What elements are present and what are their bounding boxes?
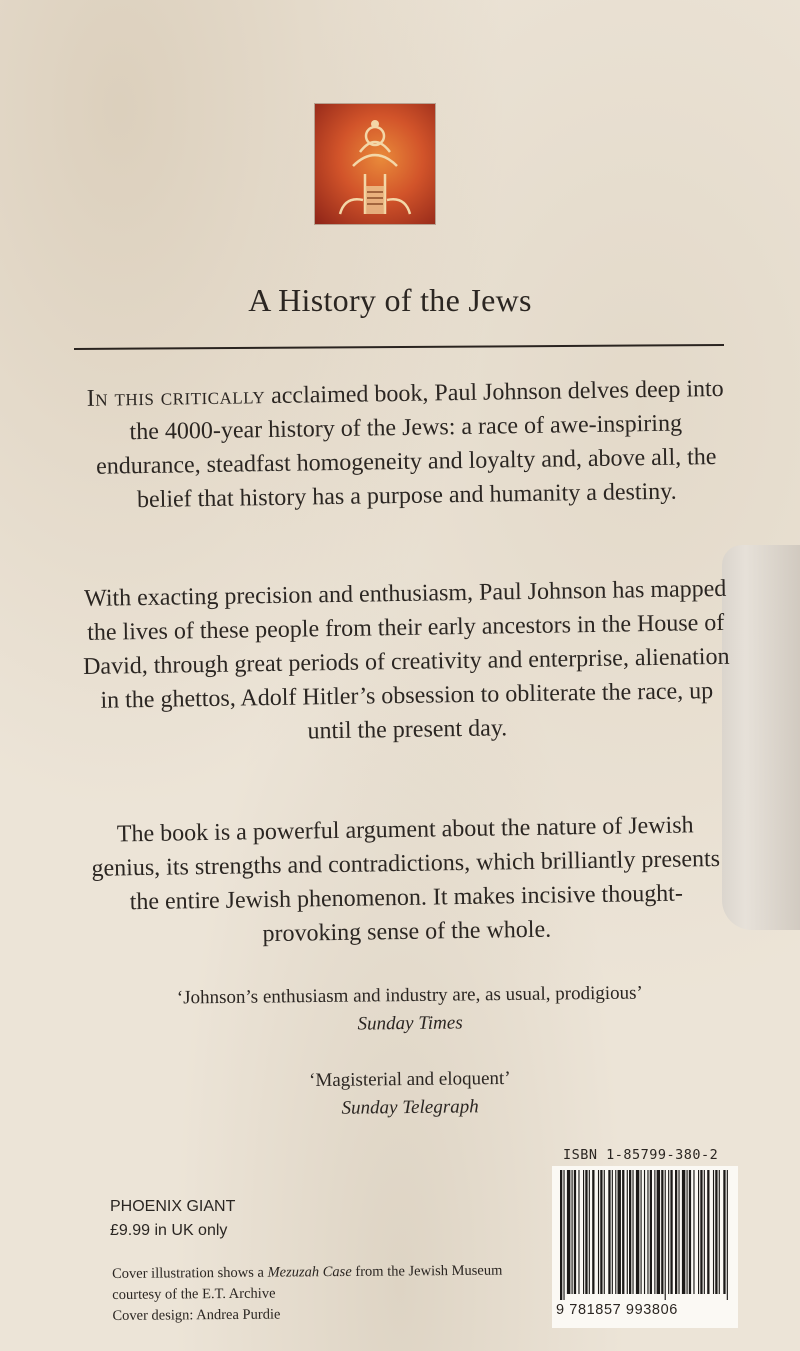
barcode-bar — [618, 1170, 621, 1294]
barcode-bar — [560, 1170, 562, 1300]
barcode-bar — [719, 1170, 720, 1294]
barcode — [552, 1166, 738, 1328]
barcode-bars — [556, 1170, 734, 1300]
barcode-bar — [715, 1170, 717, 1294]
mezuzah-case-icon — [315, 104, 435, 224]
barcode-bar — [574, 1170, 576, 1294]
barcode-bar — [665, 1170, 666, 1300]
barcode-bar — [689, 1170, 691, 1294]
barcode-bar — [704, 1170, 705, 1294]
illustration-credit — [112, 1260, 532, 1306]
barcode-bar — [600, 1170, 602, 1294]
barcode-bar — [612, 1170, 613, 1294]
credit-text: Cover illustration shows a — [112, 1264, 268, 1282]
barcode-bar — [707, 1170, 709, 1294]
barcode-bar — [675, 1170, 677, 1294]
barcode-bar — [644, 1170, 645, 1294]
publisher-imprint: PHOENIX GIANT — [110, 1198, 236, 1215]
review-text: ‘Johnson’s enthusiasm and industry are, as usual, prodigious’ — [176, 982, 643, 1009]
barcode-bar — [698, 1170, 699, 1294]
credit-text: from the Jewish Museum courtesy of the E.T. Archive — [112, 1262, 503, 1303]
barcode-bar — [604, 1170, 605, 1294]
barcode-bar — [608, 1170, 610, 1294]
publisher-block — [110, 1195, 235, 1243]
price-label: £9.99 in UK only — [110, 1222, 228, 1239]
description-paragraph-2: With exacting precision and enthusiasm, Paul Johnson has mapped the lives of these people from their early ancestors in the House of David, through great periods of creativity and enterprise, alienation in the ghettos, Adolf Hitler’s obsession to obliterate the race, up until the present day. — [82, 575, 730, 745]
barcode-bar — [636, 1170, 639, 1294]
barcode-bar — [678, 1170, 679, 1294]
design-credit: Cover design: Andrea Purdie — [112, 1306, 281, 1324]
review-quote-2 — [90, 1063, 731, 1126]
barcode-bar — [563, 1170, 564, 1300]
barcode-bar — [657, 1170, 660, 1294]
description-paragraph-3: The book is a powerful argument about the nature of Jewish genius, its strengths and contradictions, which brilliantly presents the entire Jewish phenomenon. It makes incisive thought-provoking sense of the whole. — [91, 812, 721, 948]
review-source: Sunday Telegraph — [341, 1096, 479, 1119]
barcode-bar — [641, 1170, 642, 1294]
review-source: Sunday Times — [357, 1012, 463, 1035]
barcode-bar — [567, 1170, 570, 1294]
barcode-bar — [629, 1170, 631, 1294]
barcode-bar — [627, 1170, 628, 1294]
barcode-bar — [589, 1170, 590, 1294]
book-title: A History of the Jews — [248, 282, 532, 318]
review-quote-1 — [90, 979, 731, 1042]
illustration-title: Mezuzah Case — [267, 1263, 352, 1281]
barcode-bar — [693, 1170, 694, 1294]
barcode-bar — [670, 1170, 672, 1294]
description-paragraph-1 — [80, 372, 732, 518]
barcode-bar — [578, 1170, 579, 1294]
barcode-bar — [713, 1170, 714, 1294]
barcode-bar — [615, 1170, 616, 1294]
barcode-bar — [654, 1170, 655, 1294]
worn-sticker-residue — [722, 545, 800, 930]
barcode-bar — [650, 1170, 652, 1294]
barcode-bar — [682, 1170, 685, 1294]
mezuzah-case-thumbnail — [315, 104, 435, 224]
barcode-bar — [687, 1170, 688, 1294]
barcode-bar — [592, 1170, 594, 1294]
barcode-bar — [668, 1170, 669, 1294]
paragraph-text: acclaimed book, Paul Johnson delves deep into the 4000-year history of the Jews: a race of awe-inspiring endurance, steadfast homogeneity and loyalty and, above all, the belief that history has a purpose and humanity a destiny. — [95, 375, 724, 514]
barcode-bar — [723, 1170, 725, 1294]
barcode-bar — [585, 1170, 587, 1294]
barcode-bar — [572, 1170, 573, 1294]
cover-credits — [112, 1260, 533, 1327]
barcode-number: 9 781857 993806 — [556, 1302, 678, 1318]
barcode-bar — [622, 1170, 624, 1294]
paragraph-lead-in: In this critically — [86, 383, 266, 412]
barcode-bar — [700, 1170, 702, 1294]
isbn-label: ISBN 1-85799-380-2 — [563, 1147, 719, 1163]
barcode-bar — [598, 1170, 599, 1294]
barcode-bar — [647, 1170, 648, 1294]
barcode-bar — [661, 1170, 663, 1294]
title-divider — [74, 344, 724, 350]
review-text: ‘Magisterial and eloquent’ — [308, 1067, 511, 1092]
barcode-bar — [727, 1170, 728, 1300]
barcode-bar — [583, 1170, 584, 1294]
barcode-bar — [632, 1170, 633, 1294]
